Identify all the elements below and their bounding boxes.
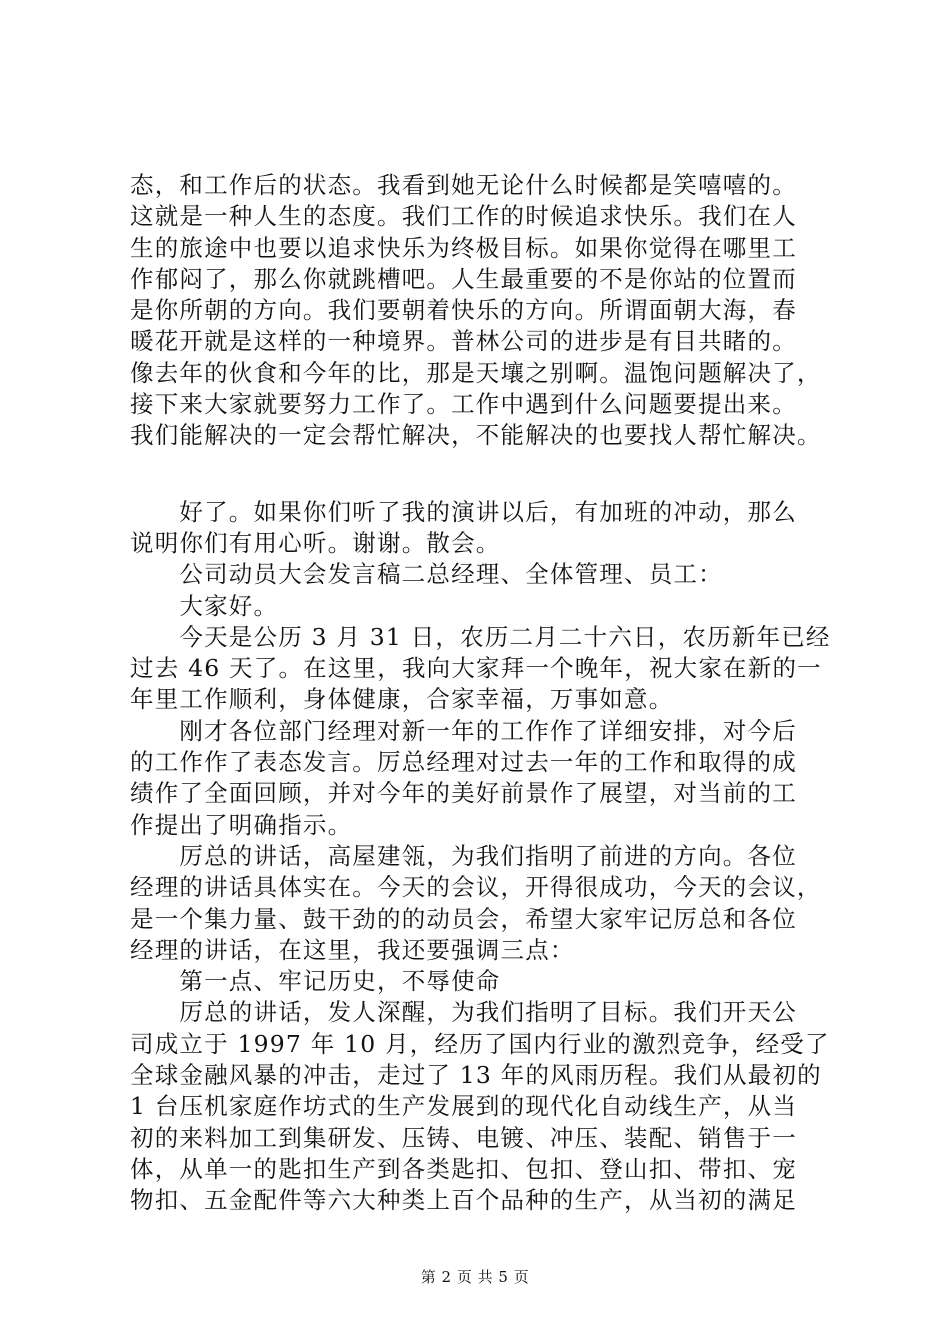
text-line: 大家好。: [130, 591, 279, 620]
text-line: 说明你们有用心听。谢谢。散会。: [130, 528, 501, 557]
text-line: 经理的讲话具体实在。今天的会议，开得很成功，今天的会议，: [130, 873, 822, 902]
text-line: 今天是公历 3 月 31 日，农历二月二十六日，农历新年已经: [130, 622, 831, 651]
text-line: 公司动员大会发言稿二总经理、全体管理、员工：: [130, 560, 723, 589]
document-body: [130, 170, 830, 1217]
paragraph-2: [130, 497, 830, 1217]
text-line: 我们能解决的一定会帮忙解决，不能解决的也要找人帮忙解决。: [130, 421, 822, 450]
text-line: 年里工作顺利，身体健康，合家幸福，万事如意。: [130, 685, 674, 714]
text-line: 绩作了全面回顾，并对今年的美好前景作了展望，对当前的工: [130, 779, 797, 808]
text-line: 刚才各位部门经理对新一年的工作作了详细安排，对今后: [130, 716, 797, 745]
text-line: 作郁闷了，那么你就跳槽吧。人生最重要的不是你站的位置而: [130, 264, 797, 293]
page-number-footer: 第 2 页 共 5 页: [420, 1268, 530, 1286]
text-line: 像去年的伙食和今年的比，那是天壤之别啊。温饱问题解决了，: [130, 358, 822, 387]
text-line: 司成立于 1997 年 10 月，经历了国内行业的激烈竞争，经受了: [130, 1029, 830, 1058]
text-line: 接下来大家就要努力工作了。工作中遇到什么问题要提出来。: [130, 390, 797, 419]
text-line: 物扣、五金配件等六大种类上百个品种的生产，从当初的满足: [130, 1186, 797, 1215]
text-line: 体，从单一的匙扣生产到各类匙扣、包扣、登山扣、带扣、宠: [130, 1154, 797, 1183]
text-line: 是一个集力量、鼓干劲的的动员会，希望大家牢记厉总和各位: [130, 904, 797, 933]
text-line: 经理的讲话，在这里，我还要强调三点：: [130, 935, 575, 964]
text-line: 厉总的讲话，高屋建瓴，为我们指明了前进的方向。各位: [130, 841, 797, 870]
text-line: 生的旅途中也要以追求快乐为终极目标。如果你觉得在哪里工: [130, 233, 797, 262]
text-line: 这就是一种人生的态度。我们工作的时候追求快乐。我们在人: [130, 202, 797, 231]
text-line: 厉总的讲话，发人深醒，为我们指明了目标。我们开天公: [130, 998, 797, 1027]
paragraph-gap: [130, 452, 830, 497]
text-line: 态，和工作后的状态。我看到她无论什么时候都是笑嘻嘻的。: [130, 171, 797, 199]
text-line: 好了。如果你们听了我的演讲以后，有加班的冲动，那么: [130, 497, 797, 526]
text-line: 第一点、牢记历史，不辱使命: [130, 967, 501, 996]
text-line: 作提出了明确指示。: [130, 810, 353, 839]
paragraph-1: [130, 170, 830, 452]
text-line: 的工作作了表态发言。厉总经理对过去一年的工作和取得的成: [130, 748, 797, 777]
text-line: 暖花开就是这样的一种境界。普林公司的进步是有目共睹的。: [130, 327, 797, 356]
text-line: 全球金融风暴的冲击，走过了 13 年的风雨历程。我们从最初的: [130, 1061, 822, 1090]
text-line: 过去 46 天了。在这里，我向大家拜一个晚年，祝大家在新的一: [130, 654, 822, 683]
text-line: 是你所朝的方向。我们要朝着快乐的方向。所谓面朝大海，春: [130, 296, 797, 325]
text-line: 1 台压机家庭作坊式的生产发展到的现代化自动线生产，从当: [130, 1092, 798, 1121]
text-line: 初的来料加工到集研发、压铸、电镀、冲压、装配、销售于一: [130, 1123, 797, 1152]
